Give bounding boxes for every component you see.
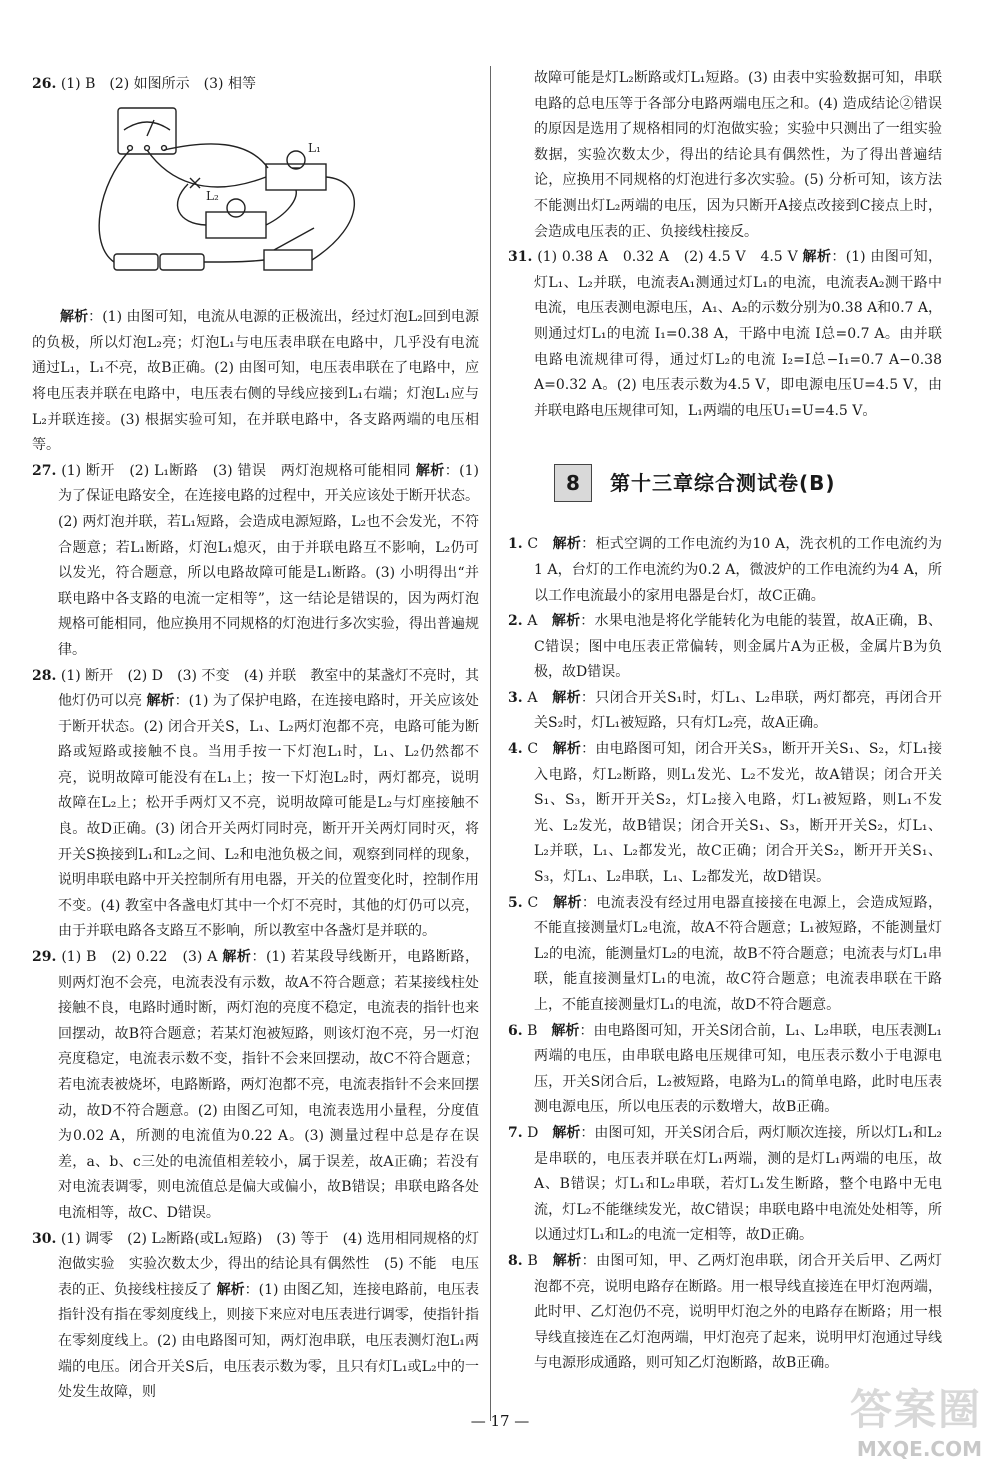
list-item (508, 686, 942, 737)
analysis-label: 解析 (551, 1022, 580, 1039)
question-number: 2. (508, 613, 523, 630)
analysis-label: 解析 (60, 309, 89, 326)
analysis-text: ：由电路图可知，闭合开关S₃，断开开关S₁、S₂，灯L₁接入电路，灯L₂断路，则L₁发光、L₂不发光，故A错误；闭合开关S₁、S₃，断开开关S₂，灯L₂接入电路，灯L₁被短路，则L₁不发光、L₂发光，故B错误；闭合开关S₁、S₃，断开开关S₂，灯L₁、L₂并联，L₁、L₂都发光，故C正确；闭合开关S₂，断开开关S₁、S₃，灯L₁、L₂串联，L₁、L₂都发光，故D错误。 (534, 741, 942, 886)
question-30-continued: 故障可能是灯L₂断路或灯L₁短路。(3) 由表中实验数据可知，串联电路的总电压等于各部分电路两端电压之和。(4) 造成结论②错误的原因是选用了规格相同的灯泡做实验；实验中只测出了一组实验数据，实验次数太少，得出的结论具有偶然性，为了得出普遍结论，应换用不同规格的灯泡进行多次实验。(5) 分析可知，该方法不能测出灯L₂两端的电压，因为只断开A接点改接到C接点上时，会造成电压表的正、负接线柱接反。 (534, 70, 942, 240)
answer-text: (1) 断开 (2) D (3) 不变 (4) 并联 教室中的某盏灯不亮时，其他灯仍可以亮 (58, 667, 479, 710)
analysis-text: ：(1) 由图乙知，连接电路前，电压表指针没有指在零刻度线上，则接下来应对电压表进行调零，使指针指在零刻度线上。(2) 由电路图可知，两灯泡串联，电压表测灯泡L₁两端的电压。闭合开关S后，电压表示数为零，且只有灯L₁或L₂中的一处发生故障，则 (58, 1281, 480, 1401)
analysis-text: ：由电路图可知，开关S闭合前，L₁、L₂串联，电压表测L₁两端的电压，由串联电路电压规律可知，电压表示数小于电源电压，开关S闭合后，L₂被短路，电路为L₁的简单电路，此时电压表测电源电压，所以电压表的示数增大，故B正确。 (534, 1022, 943, 1116)
lamp-l2-label: L₂ (206, 188, 219, 203)
question-number: 27. (32, 462, 57, 479)
circuit-diagram (88, 104, 479, 296)
analysis-text: ：只闭合开关S₁时，灯L₁、L₂串联，两灯都亮，再闭合开关S₂时，灯L₁被短路，只有灯L₂亮，故A正确。 (534, 689, 943, 732)
question-number: 29. (32, 949, 57, 966)
list-item (508, 1249, 942, 1377)
list-item (508, 532, 942, 609)
question-number: 4. (508, 741, 523, 758)
right-column (508, 66, 942, 1377)
answer-text: (1) 0.38 A 0.32 A (2) 4.5 V 4.5 V (537, 249, 798, 266)
question-number: 26. (32, 76, 57, 92)
section-header (554, 464, 942, 502)
analysis-text: ：柜式空调的工作电流约为10 A，洗衣机的工作电流约为1 A，台灯的工作电流约为0.2 A，微波炉的工作电流约为4 A，所以工作电流最小的家用电器是台灯，故C正确。 (534, 536, 943, 604)
analysis-label: 解析 (552, 689, 581, 706)
analysis-text: ：(1) 由图可知，灯L₁、L₂并联，电流表A₁测通过灯L₁的电流，电流表A₂测干路中电流，电压表测电源电压，A₁、A₂的示数分别为0.38 A和0.7 A，则通过灯L₁的电流 I₁=0.38 A，干路中电流 I总=0.7 A。由并联电路电流规律可得，通过灯L₂的电流 I₂=I总−I₁=0.7 A−0.38 A=0.32 A。(2) 电压表示数为4.5 V，即电源电压U=4.5 V，由并联电路电压规律可知，L₁两端的电压U₁=U=4.5 V。 (534, 249, 943, 419)
analysis-text: ：(1) 由图可知，电流从电源的正极流出，经过灯泡L₂回到电源的负极，所以灯泡L₂亮；灯泡L₁与电压表串联在电路中，几乎没有电流通过L₁，L₁不亮，故B正确。(2) 由图可知，电压表串联在了电路中，应将电压表并联在电路中，电压表右侧的导线应接到L₁右端；灯泡L₁应与L₂并联连接。(3) 根据实验可知，在并联电路中，各支路两端的电压相等。 (32, 309, 479, 454)
section-title: 第十三章综合测试卷(B) (610, 470, 836, 495)
analysis-label: 解析 (216, 1281, 245, 1298)
column-divider (490, 66, 491, 1421)
answer-list (508, 532, 942, 1377)
list-item (508, 737, 942, 891)
question-number: 3. (508, 689, 523, 706)
battery-icon (114, 254, 158, 270)
question-28 (32, 664, 479, 946)
answer-choice: C (527, 741, 539, 758)
answer-choice: C (527, 536, 539, 553)
page-number: — 17 — (470, 1412, 530, 1430)
analysis-label: 解析 (553, 894, 582, 911)
answer-choice: A (527, 613, 538, 630)
answer-text: (1) B (2) 0.22 (3) A (61, 949, 218, 966)
analysis-text: ：(1) 为了保证电路安全，在连接电路的过程中，开关应该处于断开状态。(2) 两灯泡并联，若L₁短路，会造成电源短路，L₂也不会发光，不符合题意；若L₁断路，灯泡L₁熄灭，由于并联电路互不影响，L₂仍可以发光，符合题意，所以电路故障可能是L₁断路。(3) 小明得出“并联电路中各支路的电流一定相等”，这一结论是错误的，因为两灯泡规格可能相同，他应换用不同规格的灯泡进行多次实验，得出普遍规律。 (58, 462, 479, 658)
question-number: 6. (508, 1022, 523, 1039)
question-number: 7. (508, 1124, 523, 1141)
analysis-label: 解析 (552, 1124, 581, 1141)
question-number: 28. (32, 667, 57, 684)
question-27 (32, 459, 479, 664)
list-item (508, 891, 942, 1019)
section-badge: 8 (554, 464, 592, 502)
analysis-label: 解析 (146, 693, 175, 710)
answer-text: (1) 调零 (2) L₂断路(或L₁短路) (3) 等于 (4) 选用相同规格的灯泡做实验 实验次数太少，得出的结论具有偶然性 (5) 不能 电压表的正、负接线柱接反了 (58, 1230, 479, 1298)
analysis-label: 解析 (551, 613, 581, 630)
analysis-text: ：由图可知，开关S闭合后，两灯顺次连接，所以灯L₁和L₂是串联的，电压表并联在灯L₁两端，测的是灯L₁两端的电压，故A、B错误；灯L₁和L₂串联，若灯L₁发生断路，整个电路中无电流，灯L₂不能继续发光，故C错误；串联电路中电流处处相等，所以通过灯L₁和L₂的电流一定相等，故D正确。 (534, 1124, 943, 1244)
question-number: 5. (508, 894, 523, 911)
analysis-label: 解析 (552, 1252, 582, 1269)
voltmeter-icon (118, 108, 176, 154)
question-number: 31. (508, 249, 533, 266)
question-number: 30. (32, 1230, 57, 1247)
question-number: 8. (508, 1252, 523, 1269)
question-26-analysis (32, 305, 479, 459)
list-item (508, 1019, 942, 1121)
analysis-label: 解析 (552, 741, 582, 758)
analysis-text: ：电流表没有经过用电器直接接在电源上，会造成短路，不能直接测量灯L₂电流，故A不符合题意；L₁被短路，不能测量灯L₂的电流，能测量灯L₂的电流，故B不符合题意；电流表与灯L₁串联，能直接测量灯L₁的电流，故C符合题意；电流表串联在干路上，不能直接测量灯L₁的电流，故D不符合题意。 (534, 894, 943, 1013)
analysis-label: 解析 (802, 249, 832, 266)
analysis-text: ：水果电池是将化学能转化为电能的装置，故A正确，B、C错误；图中电压表正常偏转，则金属片A为正极，金属片B为负极，故D错误。 (534, 613, 943, 681)
question-31 (508, 245, 942, 424)
analysis-label: 解析 (552, 536, 582, 553)
answer-choice: A (527, 689, 538, 706)
question-29 (32, 945, 479, 1227)
lamp-l1-label: L₁ (308, 140, 321, 155)
analysis-text: ：(1) 为了保护电路，在连接电路时，开关应该处于断开状态。(2) 闭合开关S，L₁、L₂两灯泡都不亮，电路可能为断路或短路或接触不良。当用手按一下灯泡L₁时，L₁、L₂仍然都不亮，说明故障可能没有在L₁上；按一下灯泡L₂时，两灯都亮，说明故障在L₂上；松开手两灯又不亮，说明故障可能是L₂与灯座接触不良。故D正确。(3) 闭合开关两灯同时亮，断开开关两灯同时灭，将开关S换接到L₁和L₂之间、L₂和电池负极之间，观察到同样的现象，说明串联电路中开关控制所有用电器，开关的位置变化时，控制作用不变。(4) 教室中各盏电灯其中一个灯不亮时，其他的灯仍可以亮，由于并联电路各支路互不影响，所以教室中各盏灯是并联的。 (58, 693, 480, 940)
list-item (508, 609, 942, 686)
question-26 (32, 72, 479, 98)
watermark-logo: 答案圈 (849, 1385, 982, 1434)
circuit-diagram-svg (88, 104, 388, 286)
answer-choice: C (527, 894, 539, 911)
answer-text: (1) 断开 (2) L₁断路 (3) 错误 两灯泡规格可能相同 (61, 462, 411, 479)
question-30 (32, 1227, 479, 1406)
analysis-label: 解析 (415, 462, 445, 479)
answer-choice: B (527, 1252, 538, 1269)
left-column (32, 72, 479, 1406)
question-number: 1. (508, 536, 523, 553)
answer-choice: B (527, 1022, 538, 1039)
watermark-url: MXQE.COM (856, 1437, 982, 1461)
answer-text: (1) B (2) 如图所示 (3) 相等 (60, 76, 256, 92)
answer-choice: D (527, 1124, 539, 1141)
switch-icon (264, 250, 312, 270)
analysis-text: ：(1) 若某段导线断开，电路断路，则两灯泡不会亮，电流表没有示数，故A不符合题意；若某接线柱处接触不良，电路时通时断，两灯泡的亮度不稳定，电流表的指针也来回摆动，故B符合题意；若某灯泡被短路，则该灯泡不亮，另一灯泡亮度稳定，电流表示数不变，指针不会来回摆动，故C不符合题意；若电流表被烧坏，电路断路，两灯泡都不亮，电流表指针不会来回摆动，故D不符合题意。(2) 由图乙可知，电流表选用小量程，分度值为0.02 A，所测的电流值为0.22 A。(3) 测量过程中总是存在误差，a、b、c三处的电流值相差较小，属于误差，故A正确；若没有对电流表调零，则电流值总是偏大或偏小，故B错误；串联电路各处电流相等，故C、D错误。 (58, 949, 480, 1221)
analysis-label: 解析 (222, 949, 252, 966)
list-item (508, 1121, 942, 1249)
analysis-text: ：由图可知，甲、乙两灯泡串联，闭合开关后甲、乙两灯泡都不亮，说明电路存在断路。用一根导线直接连在甲灯泡两端，此时甲、乙灯泡仍不亮，说明甲灯泡之外的电路存在断路；用一根导线直接连在乙灯泡两端，甲灯泡亮了起来，说明甲灯泡通过导线与电源形成通路，则可知乙灯泡断路，故B正确。 (534, 1252, 943, 1372)
watermark (850, 1377, 982, 1461)
lamp-l2-icon (206, 212, 266, 238)
